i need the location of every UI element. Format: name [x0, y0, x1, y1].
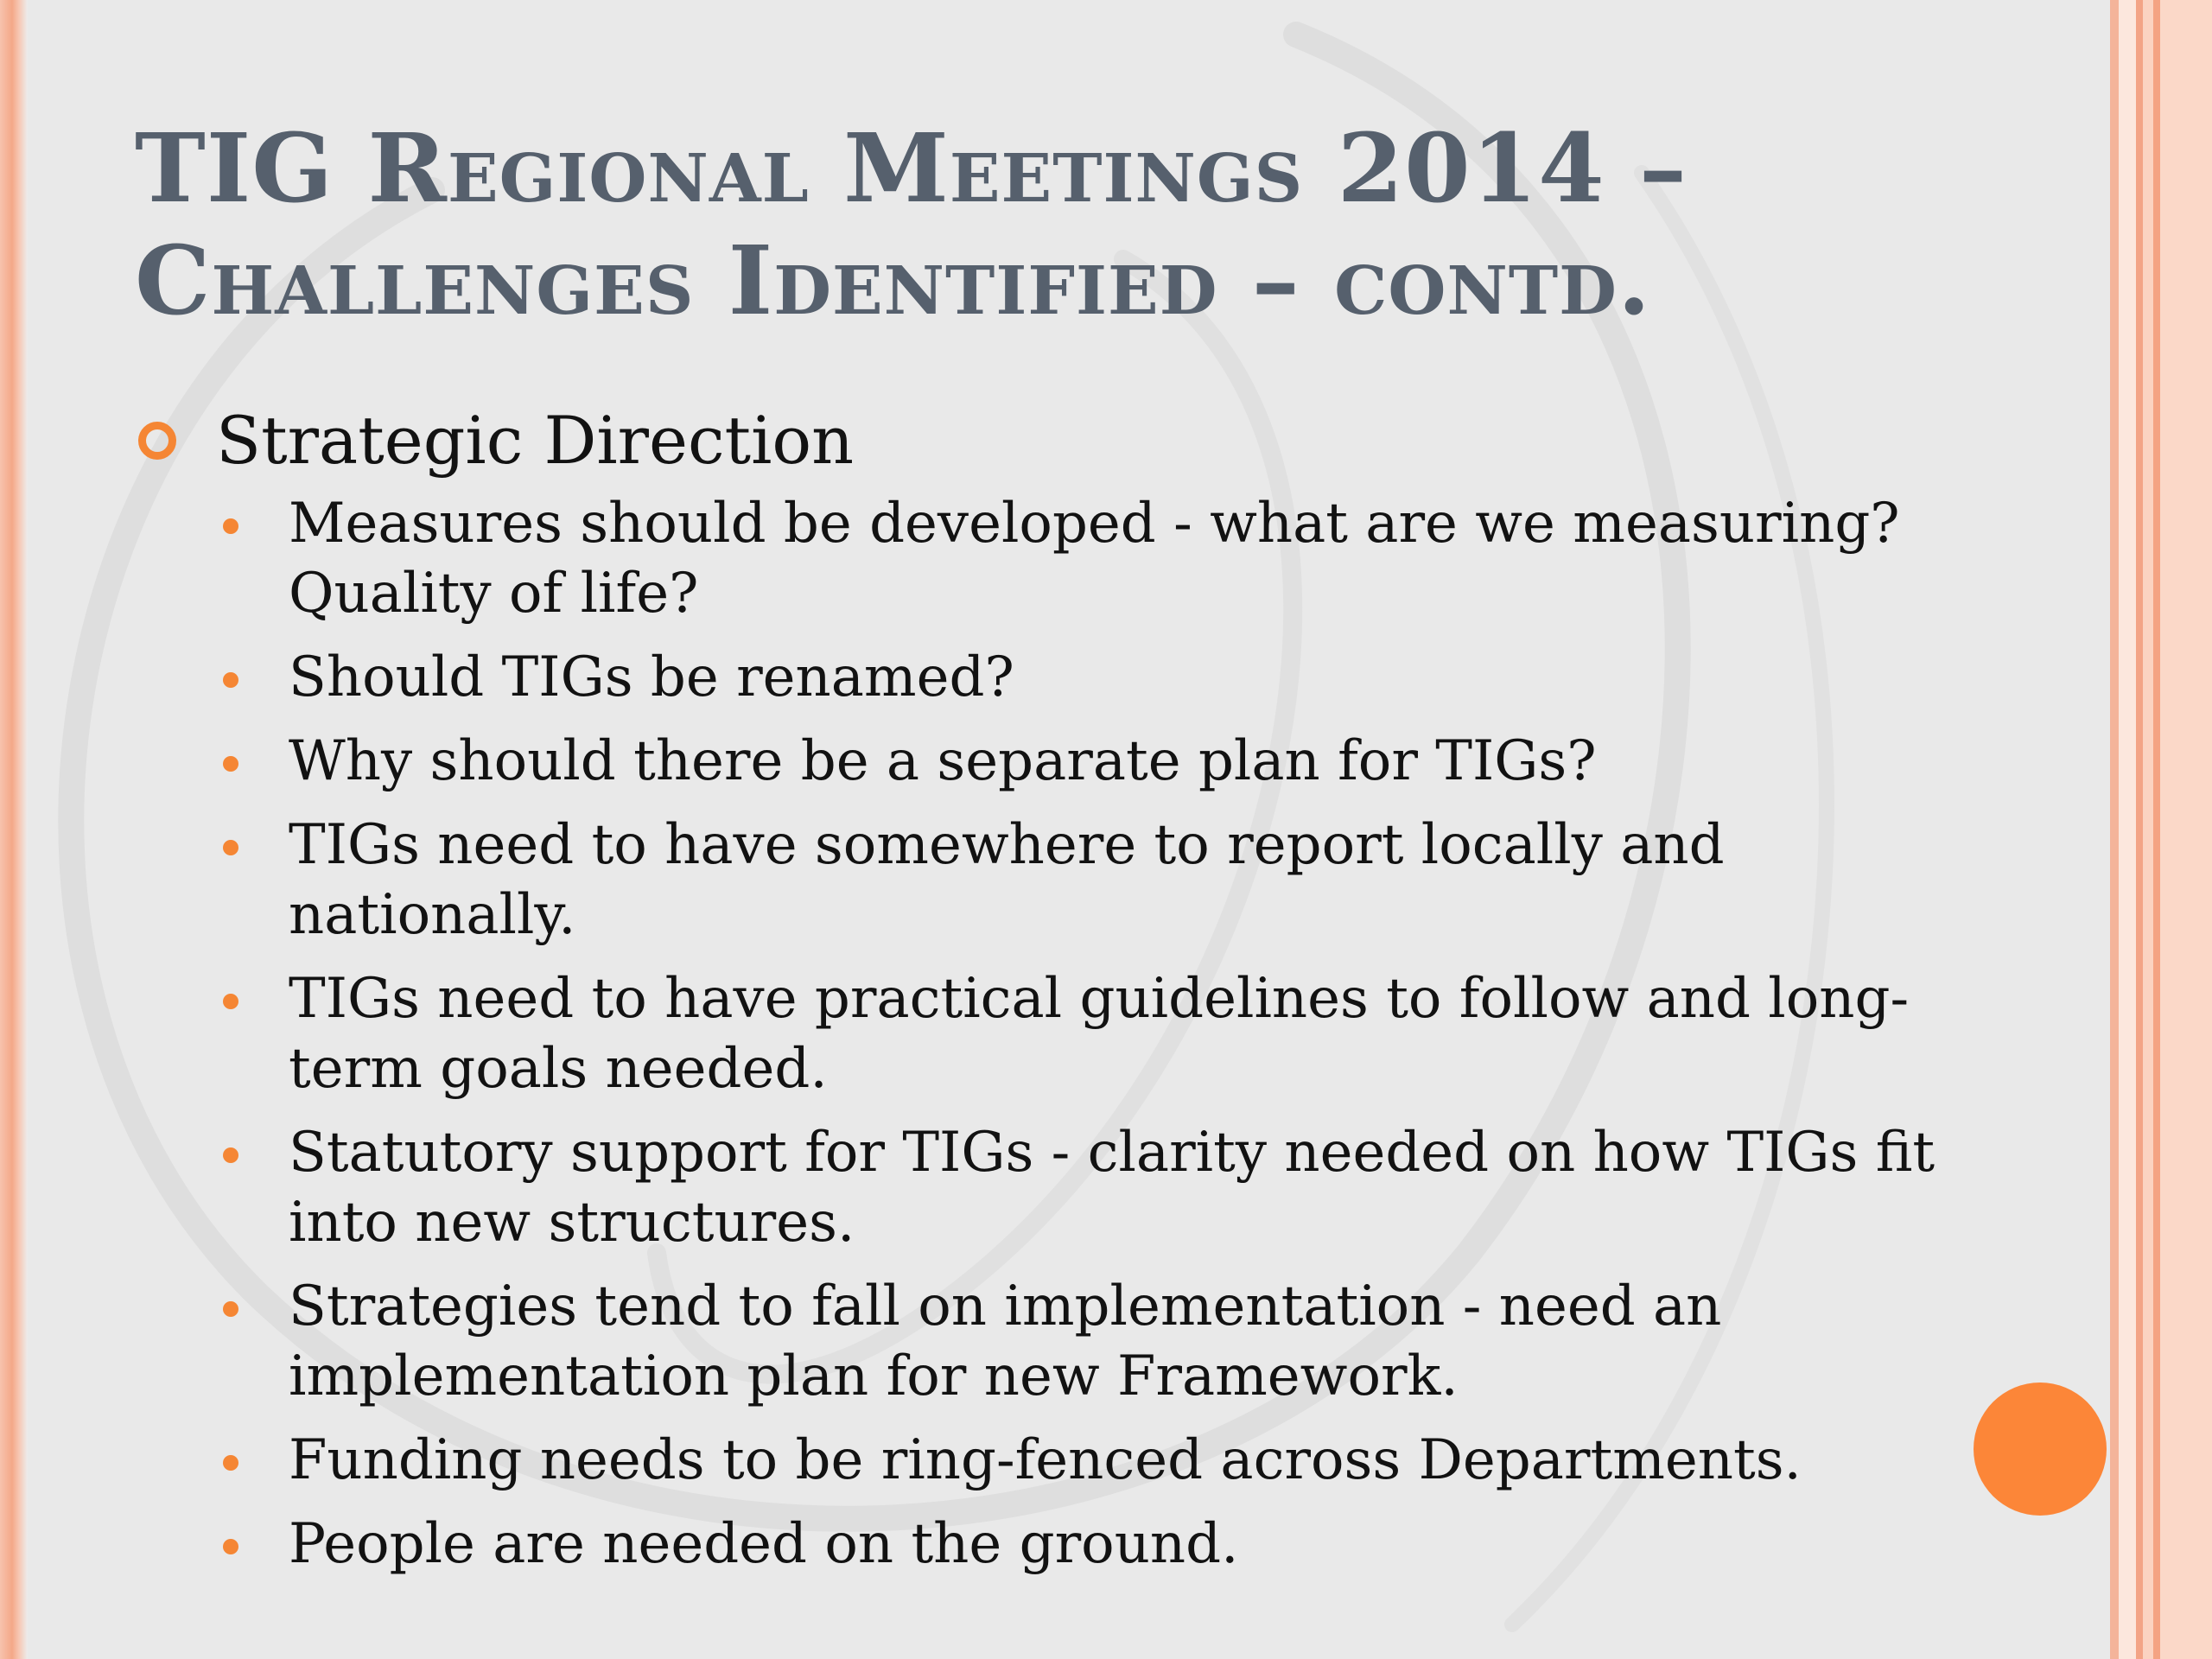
- dot-bullet-icon: [223, 756, 238, 772]
- left-accent-border: [0, 0, 28, 1659]
- list-item-text: People are needed on the ground.: [289, 1512, 1239, 1576]
- dot-bullet-icon: [223, 518, 238, 534]
- orange-circle-decoration: [1974, 1382, 2107, 1516]
- list-item: [223, 1426, 2001, 1496]
- dot-bullet-icon: [223, 840, 238, 855]
- bullet-list: [135, 489, 2001, 1580]
- list-item: [223, 964, 2001, 1104]
- slide-content: [135, 397, 2001, 1593]
- dot-bullet-icon: [223, 1301, 238, 1317]
- slide-title-line-1: TIG Regional Meetings 2014 –: [135, 112, 1688, 224]
- dot-bullet-icon: [223, 672, 238, 688]
- dot-bullet-icon: [223, 1455, 238, 1471]
- right-accent-border: [2110, 0, 2212, 1659]
- slide-title-line-2: Challenges Identified – contd.: [135, 225, 1652, 336]
- dot-bullet-icon: [223, 994, 238, 1009]
- ring-bullet-icon: [138, 422, 176, 460]
- list-item: [223, 489, 2001, 629]
- list-item-text: Why should there be a separate plan for TIGs?: [289, 729, 1597, 793]
- list-item-text: TIGs need to have somewhere to report locally and nationally.: [289, 813, 1725, 947]
- section-heading-item: [135, 397, 2001, 484]
- list-item-text: Measures should be developed - what are we measuring? Quality of life?: [289, 492, 1900, 626]
- dot-bullet-icon: [223, 1147, 238, 1163]
- list-item: [223, 1118, 2001, 1258]
- list-item-text: Statutory support for TIGs - clarity needed on how TIGs fit into new structures.: [289, 1121, 1936, 1255]
- list-item-text: TIGs need to have practical guidelines to follow and long-term goals needed.: [289, 967, 1910, 1101]
- section-heading: Strategic Direction: [216, 402, 855, 479]
- list-item: [223, 810, 2001, 950]
- dot-bullet-icon: [223, 1539, 238, 1554]
- list-item-text: Funding needs to be ring-fenced across Departments.: [289, 1428, 1802, 1492]
- slide-title: [135, 112, 2036, 337]
- list-item: [223, 643, 2001, 713]
- list-item-text: Should TIGs be renamed?: [289, 645, 1014, 709]
- list-item-text: Strategies tend to fall on implementation - need an implementation plan for new Framework.: [289, 1274, 1722, 1408]
- list-item: [223, 1510, 2001, 1580]
- list-item: [223, 727, 2001, 797]
- list-item: [223, 1272, 2001, 1412]
